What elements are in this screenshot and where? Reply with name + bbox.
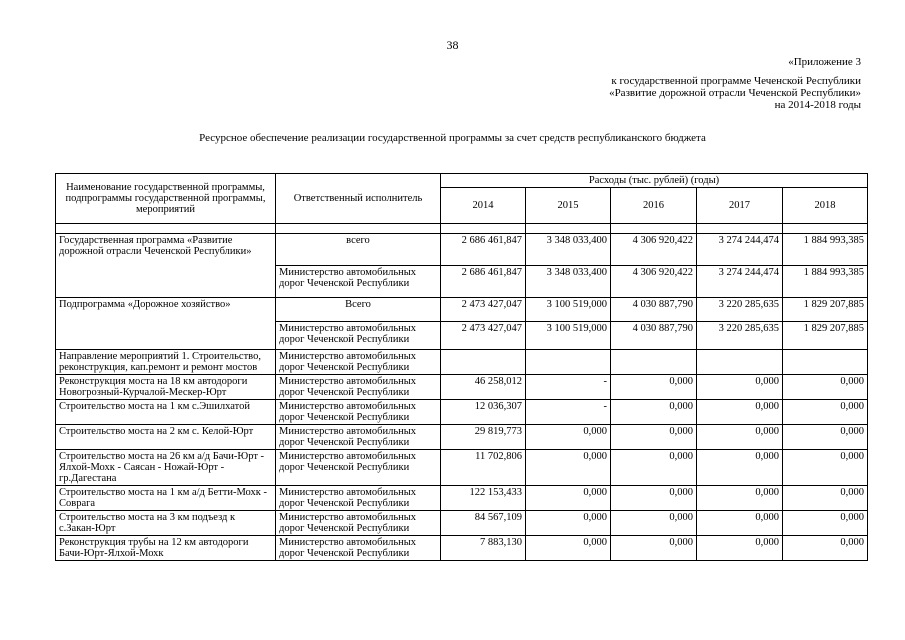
row-executor: Министерство автомобильных дорог Чеченской Республики: [276, 511, 441, 536]
row-value: [783, 350, 868, 375]
row-value: 122 153,433: [441, 486, 526, 511]
appendix-line: к государственной программе Чеченской Республики: [611, 75, 861, 87]
row-executor: Министерство автомобильных дорог Чеченской Республики: [276, 400, 441, 425]
row-value: 0,000: [697, 425, 783, 450]
spacer-row: [56, 224, 868, 234]
row-name: Строительство моста на 26 км а/д Бачи-Юрт - Ялхой-Мохк - Саясан - Ножай-Юрт - гр.Дагестана: [56, 450, 276, 486]
row-name: Реконструкция моста на 18 км автодороги Новогрозный-Курчалой-Мескер-Юрт: [56, 375, 276, 400]
row-value: 3 274 244,474: [697, 234, 783, 266]
row-name: Государственная программа «Развитие дорожной отрасли Чеченской Республики»: [56, 234, 276, 298]
row-value: 2 473 427,047: [441, 322, 526, 350]
row-executor: Министерство автомобильных дорог Чеченской Республики: [276, 322, 441, 350]
row-value: 0,000: [783, 400, 868, 425]
row-value: 0,000: [697, 450, 783, 486]
row-executor: Министерство автомобильных дорог Чеченской Республики: [276, 425, 441, 450]
row-value: 0,000: [783, 511, 868, 536]
row-name: Строительство моста на 1 км а/д Бетти-Мохк - Соврага: [56, 486, 276, 511]
row-value: 7 883,130: [441, 536, 526, 561]
row-name: Направление мероприятий 1. Строительство, реконструкция, кап.ремонт и ремонт мостов: [56, 350, 276, 375]
row-value: 4 030 887,790: [611, 298, 697, 322]
row-value: 1 884 993,385: [783, 266, 868, 298]
appendix-line: «Развитие дорожной отрасли Чеченской Республики»: [609, 87, 861, 99]
row-name: Строительство моста на 1 км с.Эшилхатой: [56, 400, 276, 425]
row-value: [526, 350, 611, 375]
row-value: 0,000: [611, 425, 697, 450]
row-value: 3 274 244,474: [697, 266, 783, 298]
header-year: 2018: [783, 188, 868, 224]
row-value: 0,000: [611, 400, 697, 425]
row-value: [697, 350, 783, 375]
row-value: 3 100 519,000: [526, 298, 611, 322]
row-value: 0,000: [697, 511, 783, 536]
row-value: 3 220 285,635: [697, 322, 783, 350]
row-value: [611, 350, 697, 375]
table-row: [56, 234, 868, 266]
row-value: 4 306 920,422: [611, 234, 697, 266]
row-value: 3 220 285,635: [697, 298, 783, 322]
row-name: Реконструкция трубы на 12 км автодороги Бачи-Юрт-Ялхой-Мохк: [56, 536, 276, 561]
row-value: -: [526, 400, 611, 425]
row-executor: Министерство автомобильных дорог Чеченской Республики: [276, 486, 441, 511]
row-value: 4 306 920,422: [611, 266, 697, 298]
page-number: 38: [446, 38, 459, 52]
row-value: -: [526, 375, 611, 400]
row-value: 0,000: [526, 450, 611, 486]
row-executor: Всего: [276, 298, 441, 322]
row-value: 0,000: [697, 536, 783, 561]
row-value: 0,000: [697, 375, 783, 400]
row-value: 29 819,773: [441, 425, 526, 450]
row-value: 0,000: [611, 486, 697, 511]
table-row: [56, 486, 868, 511]
header-expenses: Расходы (тыс. рублей) (годы): [441, 174, 868, 188]
header-name: Наименование государственной программы, подпрограммы государственной программы, мероприятий: [56, 174, 276, 224]
header-year: 2016: [611, 188, 697, 224]
row-value: 0,000: [611, 536, 697, 561]
row-value: 0,000: [526, 511, 611, 536]
table-row: [56, 298, 868, 322]
table-row: [56, 450, 868, 486]
table-row: [56, 536, 868, 561]
row-value: [441, 350, 526, 375]
row-value: 1 884 993,385: [783, 234, 868, 266]
row-value: 3 348 033,400: [526, 266, 611, 298]
row-value: 0,000: [611, 375, 697, 400]
row-value: 3 348 033,400: [526, 234, 611, 266]
document-title: Ресурсное обеспечение реализации государственной программы за счет средств республиканского бюджета: [199, 132, 706, 144]
row-executor: Министерство автомобильных дорог Чеченской Республики: [276, 450, 441, 486]
row-value: 2 473 427,047: [441, 298, 526, 322]
row-value: 0,000: [611, 511, 697, 536]
row-executor: Министерство автомобильных дорог Чеченской Республики: [276, 350, 441, 375]
appendix-label: «Приложение 3: [788, 56, 861, 68]
row-value: 0,000: [526, 425, 611, 450]
row-value: 11 702,806: [441, 450, 526, 486]
row-value: 46 258,012: [441, 375, 526, 400]
row-value: 0,000: [697, 486, 783, 511]
table-row: [56, 375, 868, 400]
budget-table: [55, 173, 868, 561]
header-executor: Ответственный исполнитель: [276, 174, 441, 224]
table-row: [56, 350, 868, 375]
row-value: 12 036,307: [441, 400, 526, 425]
table-row: [56, 511, 868, 536]
row-value: 0,000: [783, 425, 868, 450]
row-executor: всего: [276, 234, 441, 266]
row-executor: Министерство автомобильных дорог Чеченской Республики: [276, 536, 441, 561]
row-value: 4 030 887,790: [611, 322, 697, 350]
row-value: 0,000: [783, 450, 868, 486]
row-value: 2 686 461,847: [441, 266, 526, 298]
row-value: 0,000: [526, 486, 611, 511]
row-value: 1 829 207,885: [783, 298, 868, 322]
row-name: Строительство моста на 3 км подъезд к с.Закан-Юрт: [56, 511, 276, 536]
appendix-subtitle: [609, 75, 861, 111]
row-value: 2 686 461,847: [441, 234, 526, 266]
table-row: [56, 425, 868, 450]
row-value: 0,000: [783, 486, 868, 511]
row-value: 3 100 519,000: [526, 322, 611, 350]
row-executor: Министерство автомобильных дорог Чеченской Республики: [276, 375, 441, 400]
row-name: Строительство моста на 2 км с. Келой-Юрт: [56, 425, 276, 450]
row-value: 84 567,109: [441, 511, 526, 536]
appendix-line: на 2014-2018 годы: [774, 99, 861, 111]
header-year: 2015: [526, 188, 611, 224]
header-year: 2014: [441, 188, 526, 224]
row-value: 0,000: [783, 375, 868, 400]
row-value: 0,000: [611, 450, 697, 486]
table-row: [56, 400, 868, 425]
row-value: 1 829 207,885: [783, 322, 868, 350]
header-year: 2017: [697, 188, 783, 224]
row-name: Подпрограмма «Дорожное хозяйство»: [56, 298, 276, 350]
row-value: 0,000: [526, 536, 611, 561]
row-value: 0,000: [697, 400, 783, 425]
row-value: 0,000: [783, 536, 868, 561]
row-executor: Министерство автомобильных дорог Чеченской Республики: [276, 266, 441, 298]
